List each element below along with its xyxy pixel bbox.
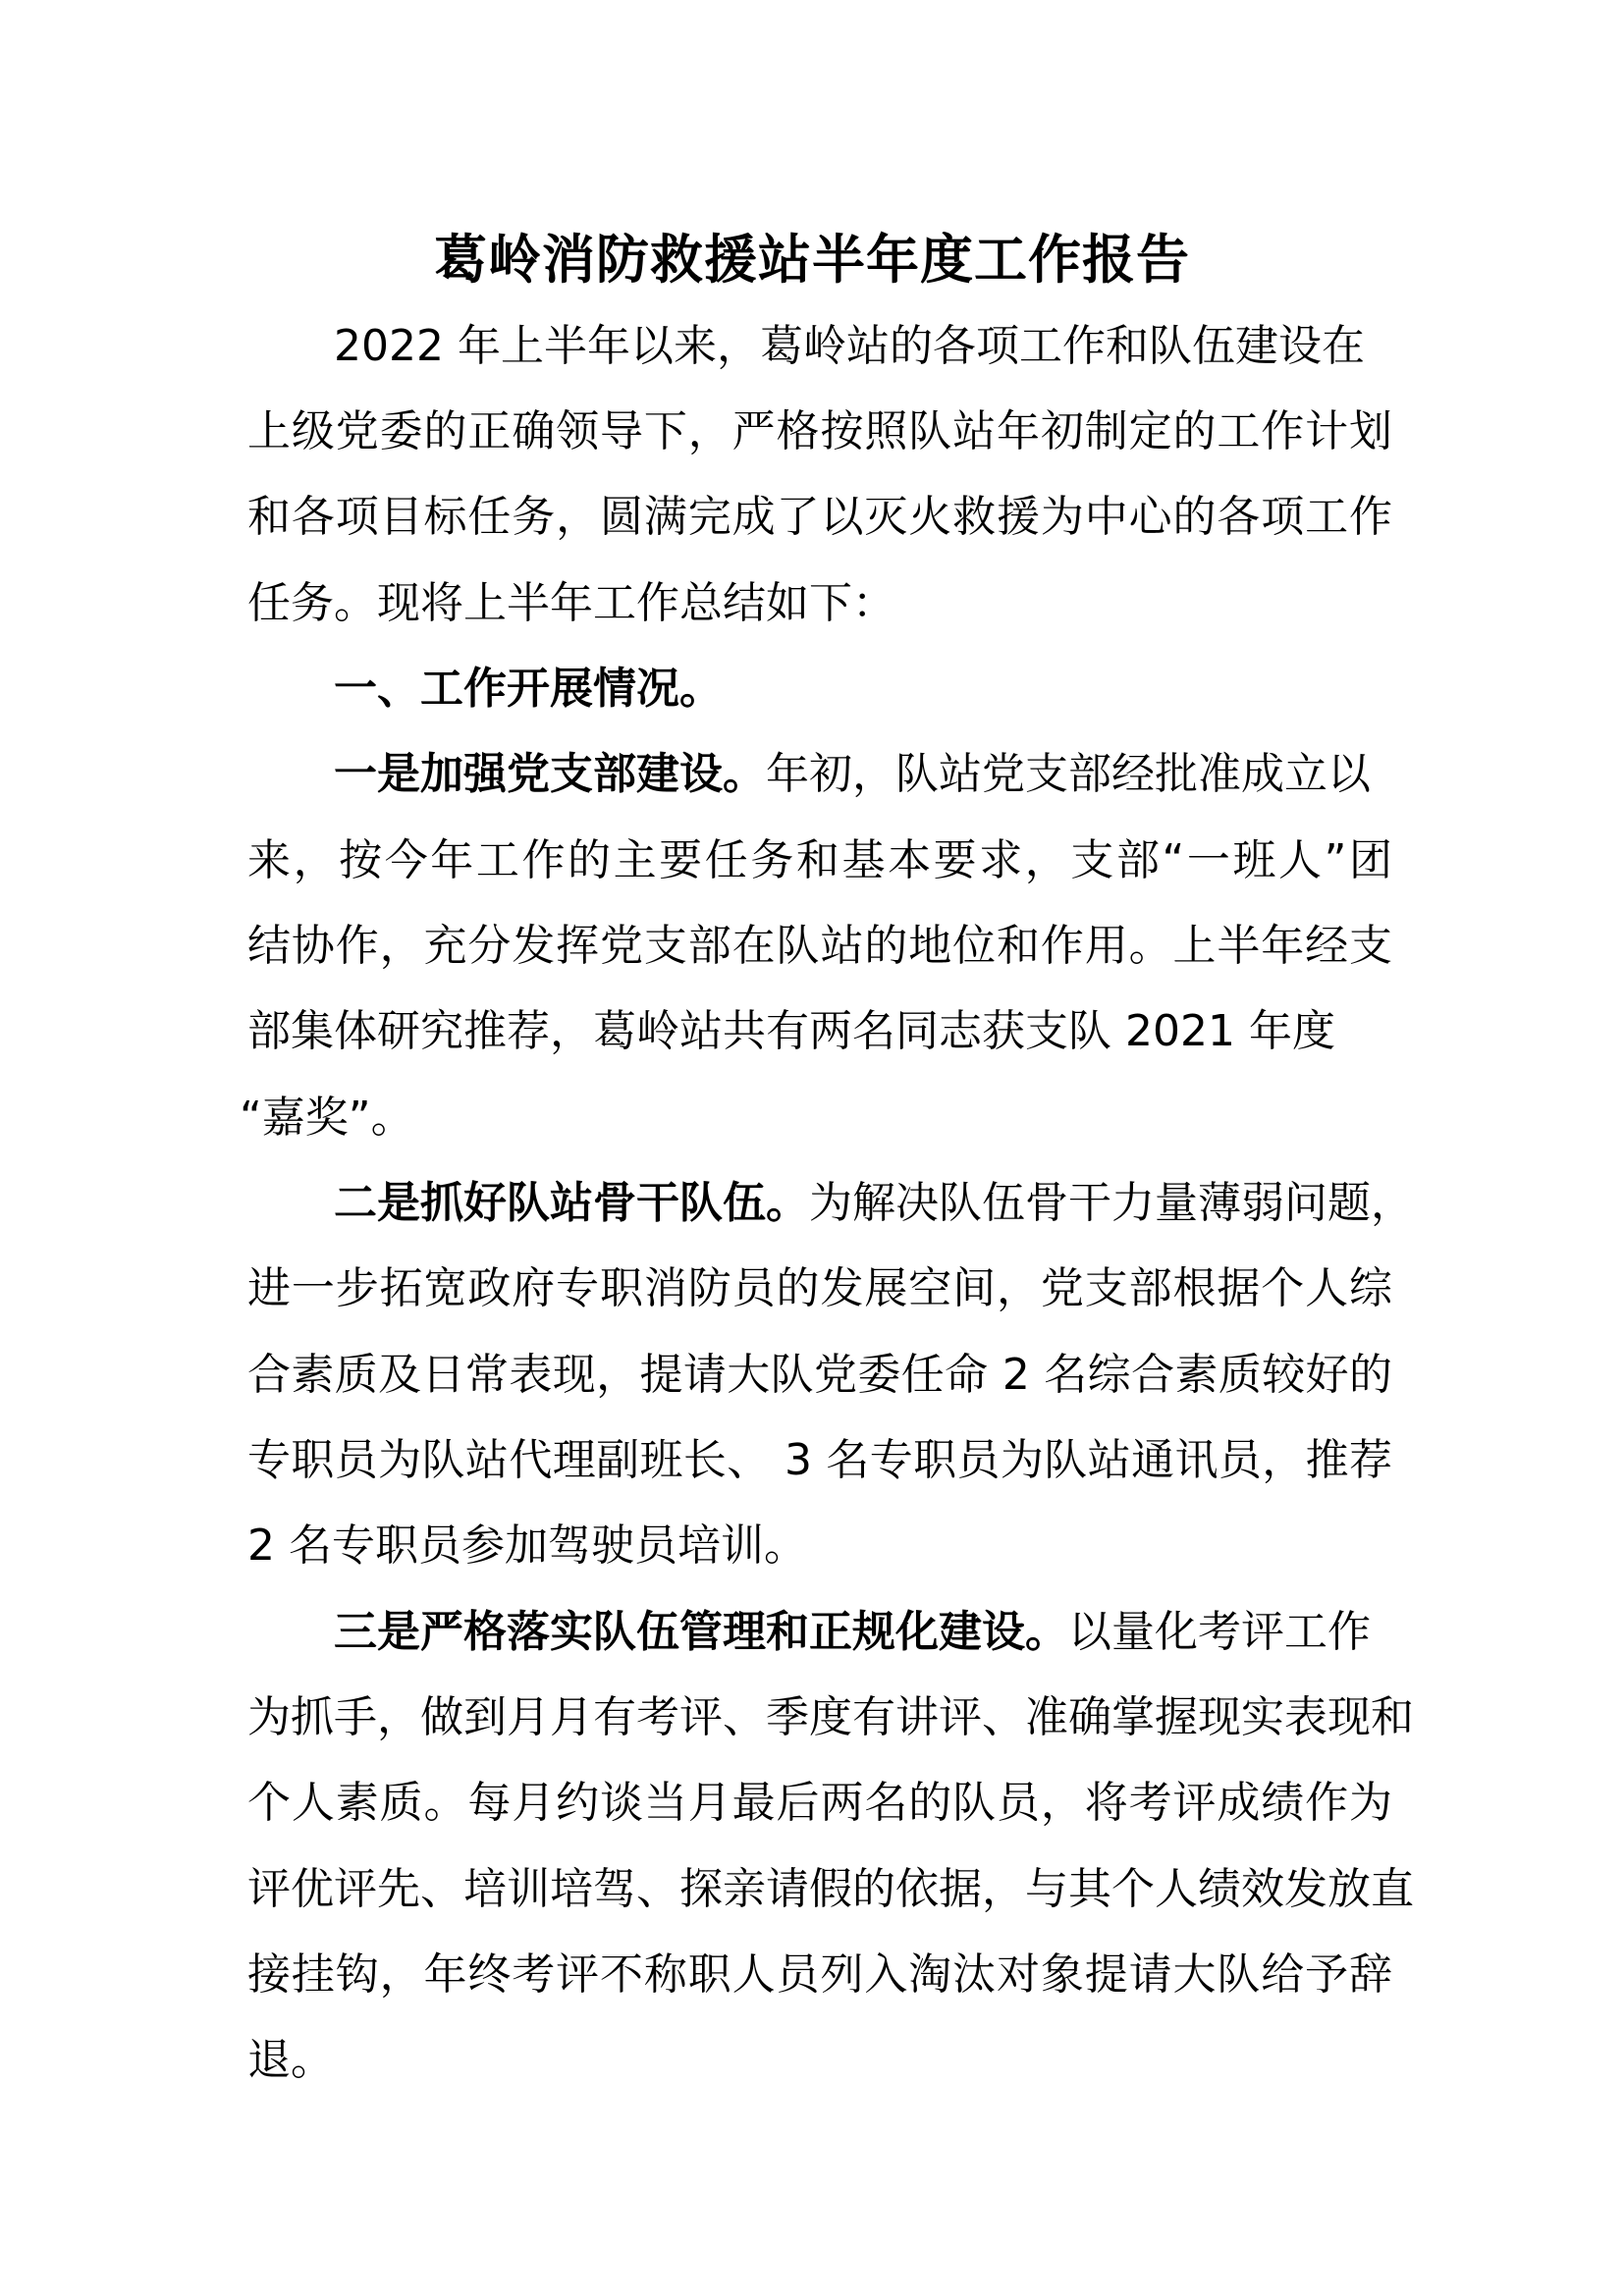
paragraph-3-line: 退。 <box>247 2035 334 2085</box>
paragraph-1-text: 年初，队站党支部经批准成立以 <box>766 749 1371 799</box>
paragraph-2-line <box>334 1160 1414 1247</box>
paragraph-2-line: 专职员为队站代理副班长、 3 名专职员为队站通讯员，推荐 <box>247 1435 1392 1485</box>
paragraph-1-line: 结协作，充分发挥党支部在队站的地位和作用。上半年经支 <box>247 921 1392 971</box>
paragraph-2-line: 进一步拓宽政府专职消防员的发展空间，党支部根据个人综 <box>247 1263 1392 1313</box>
paragraph-3-line: 为抓手，做到月月有考评、季度有讲评、准确掌握现实表现和 <box>247 1692 1414 1742</box>
paragraph-1-line: 部集体研究推荐，葛岭站共有两名同志获支队 2021 年度 <box>247 1006 1335 1056</box>
intro-line: 上级党委的正确领导下，严格按照队站年初制定的工作计划 <box>247 406 1392 456</box>
intro-line: 和各项目标任务，圆满完成了以灭火救援为中心的各项工作 <box>247 492 1392 542</box>
paragraph-3-text: 以量化考评工作 <box>1068 1607 1371 1657</box>
paragraph-3-line: 个人素质。每月约谈当月最后两名的队员，将考评成绩作为 <box>247 1778 1392 1828</box>
document-title: 葛岭消防救援站半年度工作报告 <box>434 229 1190 291</box>
paragraph-1-line: 来，按今年工作的主要任务和基本要求，支部“一班人”团 <box>247 835 1392 885</box>
intro-line: 2022 年上半年以来，葛岭站的各项工作和队伍建设在 <box>334 321 1365 371</box>
paragraph-2-lead: 二是抓好队站骨干队伍。 <box>334 1178 809 1228</box>
paragraph-2-text: 为解决队伍骨干力量薄弱问题， <box>809 1178 1414 1228</box>
paragraph-1-line <box>334 731 1392 818</box>
paragraph-1-lead: 一是加强党支部建设。 <box>334 749 766 799</box>
paragraph-3-line: 接挂钩，年终考评不称职人员列入淘汰对象提请大队给予辞 <box>247 1949 1392 2000</box>
paragraph-3-line <box>334 1589 1392 1676</box>
paragraph-2-line: 2 名专职员参加驾驶员培训。 <box>247 1521 807 1571</box>
paragraph-3-line: 评优评先、培训培驾、探亲请假的依据，与其个人绩效发放直 <box>247 1864 1414 1914</box>
paragraph-2-line: 合素质及日常表现，提请大队党委任命 2 名综合素质较好的 <box>247 1350 1392 1400</box>
intro-line: 任务。现将上半年工作总结如下： <box>247 578 895 628</box>
section-heading: 一、工作开展情况。 <box>334 664 723 714</box>
paragraph-1-line: “嘉奖”。 <box>240 1093 414 1143</box>
paragraph-3-lead: 三是严格落实队伍管理和正规化建设。 <box>334 1607 1068 1657</box>
